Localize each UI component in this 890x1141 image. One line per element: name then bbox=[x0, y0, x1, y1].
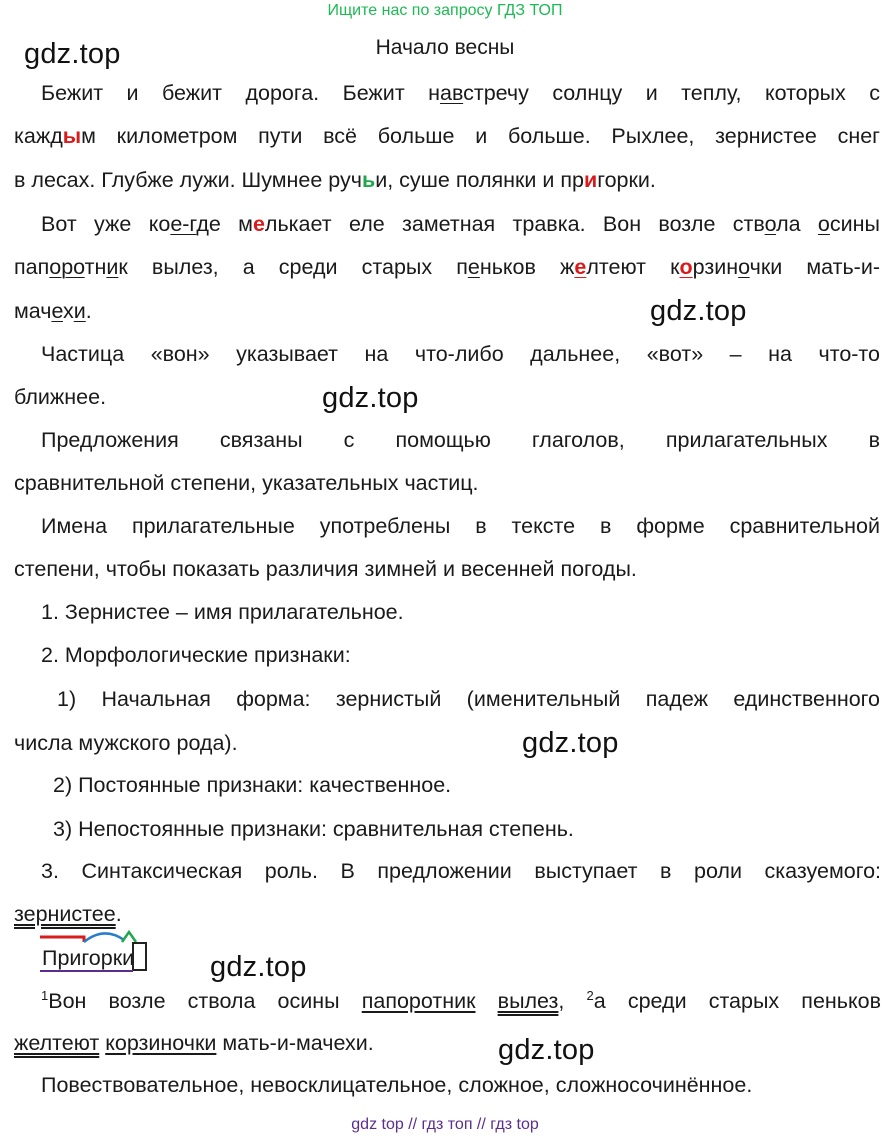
paragraph-line: сравнительной степени, указательных частиц. bbox=[14, 471, 479, 495]
search-banner[interactable]: Ищите нас по запросу ГДЗ ТОП bbox=[327, 2, 563, 19]
analysis-item: 2. Морфологические признаки: bbox=[41, 643, 351, 667]
paragraph-line: Бежит и бежит дорога. Бежит навстречу солнцу и теплу, которых с bbox=[41, 81, 880, 105]
paragraph-line: Частица «вон» указывает на что-либо дальнее, «вот» – на что-то bbox=[41, 342, 880, 366]
paragraph-line: Предложения связаны с помощью глаголов, прилагательных в bbox=[41, 428, 880, 452]
subject: папоротник bbox=[361, 989, 476, 1013]
sentence-line: желтеют корзиночки мать-и-мачехи. bbox=[14, 1031, 374, 1055]
footer-links[interactable]: gdz top // гдз топ // гдз top bbox=[351, 1116, 539, 1133]
analysis-item: зернистее. bbox=[14, 902, 122, 926]
paragraph-line: папоротник вылез, а среди старых пеньков желтеют корзиночки мать-и- bbox=[14, 255, 880, 279]
paragraph-line: Вот уже кое-где мелькает еле заметная травка. Вон возле ствола осины bbox=[41, 212, 880, 236]
paragraph-line: ближнее. bbox=[14, 385, 107, 409]
paragraph-line: мачехи. bbox=[14, 299, 92, 323]
watermark: gdz.top bbox=[24, 38, 121, 70]
watermark: gdz.top bbox=[210, 951, 307, 983]
watermark: gdz.top bbox=[522, 727, 619, 759]
watermark: gdz.top bbox=[498, 1034, 595, 1066]
watermark: gdz.top bbox=[322, 382, 419, 414]
predicate: вылез bbox=[497, 989, 559, 1013]
sentence-line: $^1$Вон возле ствола осины папоротник вылез, $^2$а среди старых пеньков bbox=[41, 987, 881, 1013]
watermark: gdz.top bbox=[650, 295, 747, 327]
paragraph-line: каждым километром пути всё больше и больше. Рыхлее, зернистее снег bbox=[14, 124, 880, 148]
paragraph-line: в лесах. Глубже лужи. Шумнее ручьи, суше полянки и пригорки. bbox=[14, 168, 656, 192]
root-arc bbox=[84, 933, 124, 942]
predicate: желтеют bbox=[14, 1031, 100, 1055]
morpheme-word: Пригорки bbox=[42, 946, 135, 970]
analysis-item: 1) Начальная форма: зернистый (именительный падеж единственного bbox=[57, 687, 880, 711]
paragraph-line: Имена прилагательные употреблены в тексте в форме сравнительной bbox=[41, 514, 880, 538]
prefix-mark bbox=[40, 937, 84, 942]
subject: корзиночки bbox=[105, 1031, 217, 1055]
analysis-item: 1. Зернистее – имя прилагательное. bbox=[41, 600, 404, 624]
analysis-item: 3) Непостоянные признаки: сравнительная степень. bbox=[53, 817, 574, 841]
analysis-item: 3. Синтаксическая роль. В предложении выступает в роли сказуемого: bbox=[41, 859, 881, 883]
paragraph-line: степени, чтобы показать различия зимней и весенней погоды. bbox=[14, 557, 637, 581]
predicate-word: зернистее bbox=[14, 902, 116, 926]
suffix-mark bbox=[122, 932, 136, 942]
ending-box bbox=[132, 942, 147, 971]
analysis-item: 2) Постоянные признаки: качественное. bbox=[53, 773, 452, 797]
text-title: Начало весны bbox=[375, 36, 515, 59]
analysis-item: числа мужского рода). bbox=[14, 731, 238, 755]
sentence-characteristic: Повествовательное, невосклицательное, сложное, сложносочинённое. bbox=[41, 1073, 753, 1097]
base-underline bbox=[40, 968, 135, 974]
